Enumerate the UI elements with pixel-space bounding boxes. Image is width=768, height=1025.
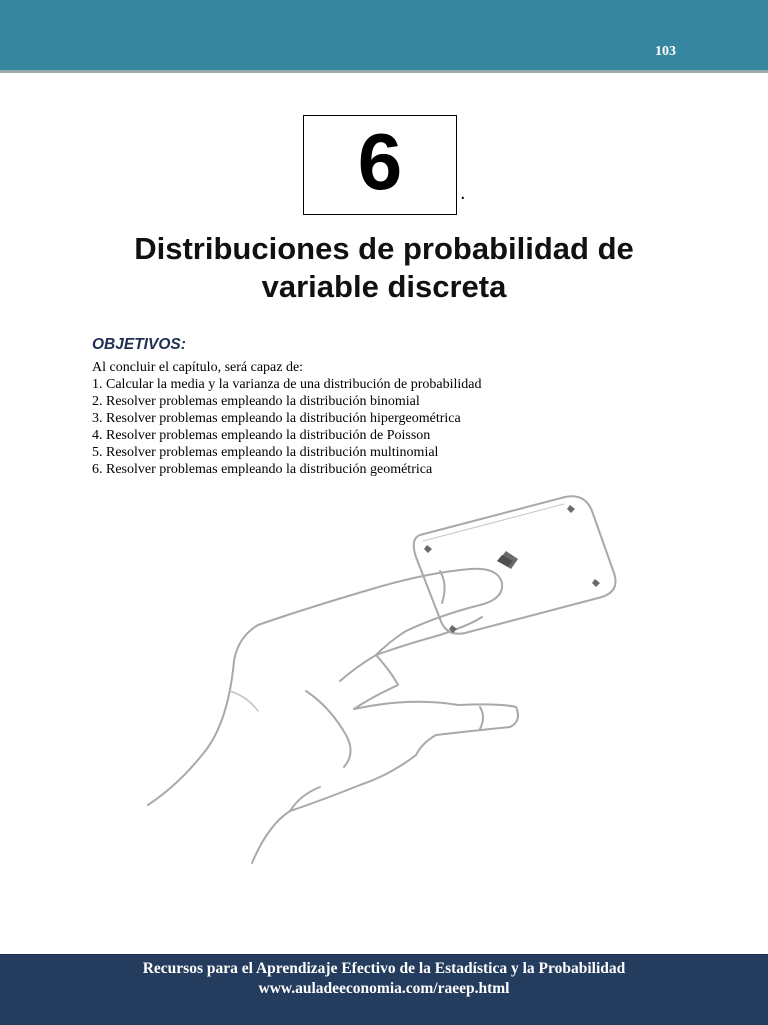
header-band (0, 0, 768, 73)
chapter-dot: . (460, 182, 466, 204)
footer-text (0, 959, 768, 999)
objective-item: 3. Resolver problemas empleando la distribución hipergeométrica (92, 411, 461, 426)
objective-item: 6. Resolver problemas empleando la distribución geométrica (92, 462, 433, 477)
chapter-title-line2: variable discreta (261, 269, 507, 304)
page-number: 103 (655, 44, 676, 59)
objectives-list (92, 359, 712, 478)
footer-link[interactable]: www.auladeeconomia.com/raeep.html (258, 980, 510, 997)
objectives-heading: OBJETIVOS: (92, 336, 186, 353)
chapter-title-line1: Distribuciones de probabilidad de (134, 231, 634, 266)
chapter-number: 6 (357, 117, 403, 206)
objective-item: 5. Resolver problemas empleando la distribución multinomial (92, 445, 439, 460)
chapter-number-box (303, 115, 457, 215)
footer-line1: Recursos para el Aprendizaje Efectivo de la Estadística y la Probabilidad (142, 960, 626, 977)
hand-holding-card-icon (140, 485, 630, 875)
objective-item: 4. Resolver problemas empleando la distribución de Poisson (92, 428, 431, 443)
objective-item: 1. Calcular la media y la varianza de una distribución de probabilidad (92, 377, 482, 392)
chapter-title (0, 230, 768, 306)
objective-item: 2. Resolver problemas empleando la distribución binomial (92, 394, 420, 409)
objectives-intro: Al concluir el capítulo, será capaz de: (92, 360, 304, 375)
